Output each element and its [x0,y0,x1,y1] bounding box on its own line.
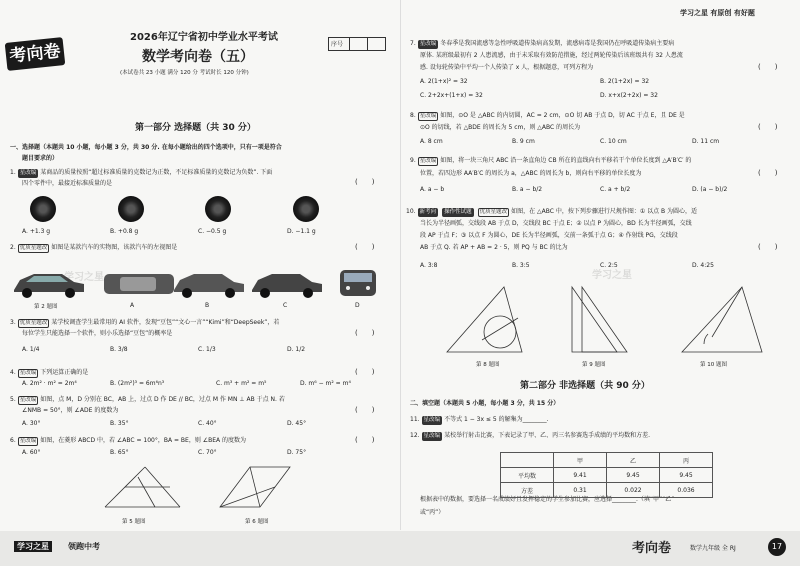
q2-letter-b: B [205,302,210,309]
fig5-geometry [105,467,180,507]
fig5-caption: 第 5 题图 [122,519,146,525]
q2-tag: 优质星题改 [19,245,48,251]
q1-line1: 1. 星改编 某商品的质量按照“超过标准质量的克数记为正数，不足标准质量的克数记为负数”. 下面 [10,169,273,176]
q6-option-d: D. 75° [287,449,307,456]
fig9-geometry [572,287,627,352]
seat-label: 序号 [331,41,344,48]
q9-option-a: A. a − b [420,186,445,193]
q6-option-c: C. 70° [198,449,217,456]
q7-option-c: C. 2+2x+(1+x) = 32 [420,92,483,99]
footer-right-sub: 数学九年级 全 RJ [690,545,736,552]
q1-answer-blank[interactable]: ( ) [355,178,375,186]
q12-line: 12. 星改编 某校举行射击比赛，下表记录了甲、乙、丙三名参赛选手成绩的平均数和方差. [410,432,650,439]
car-option-c [252,274,322,298]
q5-option-a: A. 30° [22,420,41,427]
q9-option-b: B. a − b/2 [512,186,543,193]
section2-intro: 二、填空题（本题共 5 小题，每小题 3 分，共 15 分） [410,400,560,407]
q10-tag-operation: 操作性试题 [444,209,472,215]
part1-title: 第一部分 选择题（共 30 分） [135,123,256,133]
q8-answer-blank[interactable]: ( ) [758,123,778,131]
kaoxiang-logo: 考向卷 [5,37,66,71]
part-d-image [293,196,319,222]
q12-tag: 星改编 [423,433,441,439]
q2-answer-blank[interactable]: ( ) [355,243,375,251]
q7-option-a: A. 2(1+x)² = 32 [420,78,468,85]
section1-intro: 一、选择题（本题共 10 小题，每小题 3 分，共 30 分. 在每小题给出的四个选项中，只有一项是符合 [10,144,282,151]
q3-option-c: C. 1/3 [198,346,216,353]
footer-right-title: 考向卷 [632,541,672,556]
q11-tag: 星改编 [423,417,441,423]
table-header-row: 甲 乙 丙 [501,453,713,468]
q8-line1: 8. 星改编 如图，⊙O 是 △ABC 的内切圆，AC = 2 cm，⊙O 切 AB 于点 D，切 AC 于点 E，且 DE 是 [410,112,685,119]
part-a-image [30,196,56,222]
fig8-fig9-fig10-geometry [442,282,772,362]
q10-option-d: D. 4:25 [692,262,714,269]
q9-tag: 星改编 [419,158,437,164]
q9-option-d: D. (a − b)/2 [692,186,728,193]
q8-option-b: B. 9 cm [512,138,535,145]
q4-answer-blank[interactable]: ( ) [355,368,375,376]
table-row: 平均数 9.41 9.45 9.45 [501,468,713,483]
paper-title: 数学考向卷（五） [142,49,254,65]
q9-line2: 位置，若四边形 AA′B′C 的周长为 a，△ABC 的周长为 b，则向右平移的单位长度为 [420,170,642,177]
fig8-geometry [447,287,522,352]
fig10-geometry [682,287,762,352]
q6-option-a: A. 60° [22,449,41,456]
q7-option-b: B. 2(1+2x) = 32 [600,78,650,85]
q6-answer-blank[interactable]: ( ) [355,436,375,444]
watermark-right: 学习之星 [592,270,632,281]
q5-line1: 5. 星改编 如图，点 M，D 分别在 BC，AB 上，过点 D 作 DE // BC，过点 M 作 MN ⊥ AB 于点 N. 若 [10,396,285,403]
fig8-caption: 第 8 题图 [476,362,500,368]
q10-option-c: C. 2:5 [600,262,618,269]
q2-letter-a: A [130,302,135,309]
q2-letter-c: C [283,302,288,309]
footer-right [400,531,800,566]
q9-option-c: C. a + b/2 [600,186,631,193]
q5-option-b: B. 35° [110,420,129,427]
q7-option-d: D. x+x(2+2x) = 32 [600,92,658,99]
fig9-caption: 第 9 题图 [582,362,606,368]
q10-line1: 10. 新考向 操作性试题 优质星题改 如图，在 △ABC 中，按下列步骤进行尺规作图：① 以点 B 为圆心，适 [406,208,698,215]
q8-option-a: A. 8 cm [420,138,443,145]
q5-option-c: C. 40° [198,420,217,427]
q11-line: 11. 星改编 不等式 1 − 3x ≤ 5 的解集为________. [410,416,549,423]
q10-option-b: B. 3:5 [512,262,530,269]
q8-option-d: D. 11 cm [692,138,720,145]
q2-letter-d: D [355,302,360,309]
q5-tag: 星改编 [19,397,37,403]
q3-option-a: A. 1/4 [22,346,40,353]
q2-fig-caption: 第 2 题图 [34,304,58,310]
q1-option-b: B. +0.8 g [110,228,139,235]
q1-option-d: D. −1.1 g [287,228,316,235]
q7-answer-blank[interactable]: ( ) [758,63,778,71]
q4-option-a: A. 2m² · m² = 2m⁴ [22,380,77,387]
seat-number-box[interactable] [328,37,386,51]
q1-option-a: A. +1.3 g [22,228,51,235]
footer-left [0,531,400,566]
q5-line2: ∠NMB = 50°，则 ∠ADE 的度数为 [22,407,119,414]
q4-tag: 星改编 [19,370,37,376]
q4-line: 4. 星改编 下列运算正确的是 [10,369,89,376]
paper-info: (本试卷共 23 小题 满分 120 分 考试时长 120 分钟) [120,70,249,76]
part-b-image [118,196,144,222]
table-row: 方差 0.31 0.022 0.036 [501,483,713,498]
q2-line: 2. 优质星题改 如图是某款汽车的实物图，该款汽车的左视图是 [10,244,178,251]
q10-tag-new: 新考向 [419,209,437,215]
section1-intro-2: 题目要求的） [22,155,59,162]
q4-option-b: B. (2m²)³ = 6m⁶n³ [110,380,165,387]
q5-option-d: D. 45° [287,420,307,427]
q10-line4: AB 于点 Q. 若 AP + AB = 2 · 5，则 PQ 与 BC 的比为 [420,244,568,251]
q10-line2: 当长为半径画弧，交线段 AB 于点 D，交线段 BC 于点 E；② 以点 P 为圆心，BD 长为半径画弧，交线 [420,220,692,227]
q1-tag: 星改编 [19,170,37,176]
q8-line2: ⊙O 的切线，若 △BDE 的周长为 5 cm，则 △ABC 的周长为 [420,124,581,131]
car-option-a [104,274,174,294]
q10-tag-quality: 优质星题改 [479,209,508,215]
q3-answer-blank[interactable]: ( ) [355,329,375,337]
q3-tag: 优质星题改 [19,320,48,326]
q3-line2: 每位学生只能选择一个软件，则小乐选择“豆包”的概率是 [22,330,173,337]
q10-answer-blank[interactable]: ( ) [758,243,778,251]
part-c-image [205,196,231,222]
q10-line3: 段 AP 于点 F；③ 以点 F 为圆心，DE 长为半径画弧，交前一条弧于点 G；④ 作射线 PG，交线段 [420,232,678,239]
q3-line1: 3. 优质星题改 某学校调查学生最常用的 AI 软件，发现“豆包”“文心一言”“Kimi”和“DeepSeek”，若 [10,319,280,326]
q6-option-b: B. 65° [110,449,129,456]
q6-tag: 星改编 [19,438,37,444]
q4-option-c: C. m³ + m² = m⁵ [216,380,267,387]
q7-line3: 感. 设每轮传染中平均一个人传染了 x 人，根据题意，可列方程为 [420,64,594,71]
q12-line-after2: 或“丙”） [420,509,445,516]
fig6-geometry [220,467,290,507]
column-divider [400,0,401,530]
q1-option-c: C. −0.5 g [198,228,227,235]
score-table [500,452,713,498]
q12-line-after: 根据表中的数据，要选择一名成绩好且发挥稳定的学生参加比赛，应选择________.（填“甲”“乙” [420,496,675,503]
q3-option-b: B. 3/8 [110,346,128,353]
q10-option-a: A. 3:8 [420,262,438,269]
q4-option-d: D. m⁶ − m² = m⁴ [300,380,351,387]
q7-line2: 原体. 某班级最初有 2 人患流感，由于未采取有效防范措施，经过两轮传染后该班级共有 32 人患流 [420,52,683,59]
q3-option-d: D. 1/2 [287,346,306,353]
fig6-caption: 第 6 题图 [245,519,269,525]
fig5-fig6-geometry [100,462,300,517]
q9-answer-blank[interactable]: ( ) [758,169,778,177]
footer-left-title: 领跑中考 [68,542,100,551]
page-number: 17 [768,538,786,556]
left-column [0,0,400,530]
car-option-d [340,270,376,296]
q1-line2: 四个零件中，最接近标准质量的是 [22,180,113,187]
watermark-left: 学习之星 [64,272,104,283]
q8-tag: 星改编 [419,113,437,119]
exam-title: 2026年辽宁省初中学业水平考试 [130,32,278,43]
q7-tag: 星改编 [419,41,437,47]
q9-line1: 9. 星改编 如图，将一块三角尺 ABC 沿一条直角边 CB 所在的直线向右平移若干个单位长度到 △A′B′C′ 的 [410,157,692,164]
part2-title: 第二部分 非选择题（共 90 分） [520,381,650,391]
header-slogan: 学习之星 有原创 有好题 [680,9,755,17]
q8-option-c: C. 10 cm [600,138,627,145]
q6-line: 6. 星改编 如图，在菱形 ABCD 中，若 ∠ABC = 100°，BA = BE，则 ∠BEA 的度数为 [10,437,247,444]
car-option-b [174,274,244,298]
fig10-caption: 第 10 题图 [700,362,727,368]
q5-answer-blank[interactable]: ( ) [355,406,375,414]
right-column [402,0,800,530]
footer-brand: 学习之星 [14,541,52,552]
q7-line1: 7. 星改编 冬春季是我国流感等急性呼吸道传染病高发期，流感病毒是我国仍在呼吸道传染病主要病 [410,40,675,47]
